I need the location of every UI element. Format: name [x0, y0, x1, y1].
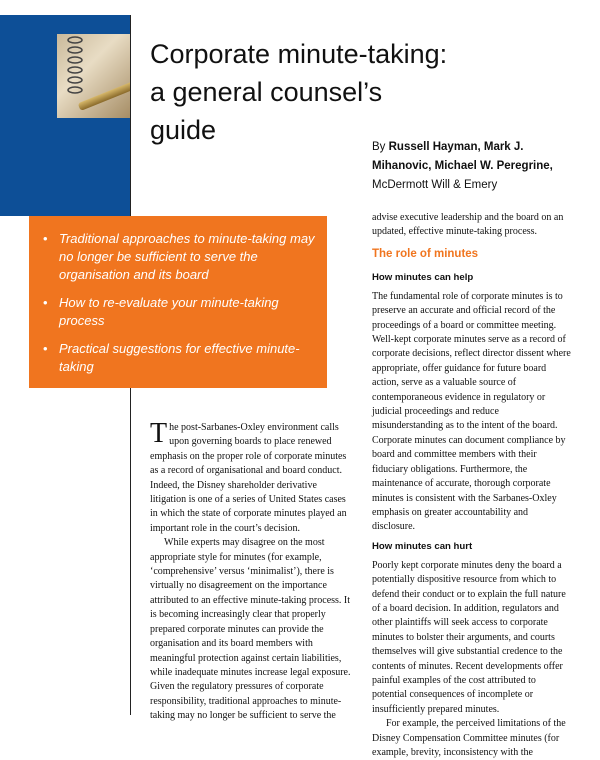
title-line-1: Corporate minute-taking: [150, 39, 448, 69]
highlight-item: • Practical suggestions for effective minute-taking [43, 340, 315, 376]
page-title [150, 35, 490, 149]
byline-firm: McDermott Will & Emery [372, 179, 498, 191]
byline [372, 138, 597, 195]
notebook-pen-photo [57, 34, 131, 118]
pen-icon [78, 81, 131, 111]
title-line-2: a general counsel’s [150, 77, 383, 107]
byline-authors-2: Mihanovic, Michael W. Peregrine, [372, 160, 553, 172]
byline-authors-1: Russell Hayman, Mark J. [388, 141, 524, 153]
highlights-box [29, 216, 327, 388]
right-intro: advise executive leadership and the board on an updated, effective minute-taking process. [372, 212, 564, 238]
left-paragraph-2: While experts may disagree on the most appropriate style for minutes (for example, ‘comprehensive’ versus ‘minimalist’), there is virtually no disagreement on the importance attributed to an effective minute-taking process. It is becoming increasingly clear that properly prepared corporate minutes can provide the organisation and its board members with meaningful protection against certain liabilities, while inadequate minutes increase legal exposure. Given the regulatory pressures of corporate responsibility, traditional approaches to minute-taking may no longer be sufficient to serve the [150, 537, 351, 722]
drop-cap: T [150, 418, 168, 449]
highlight-item: • Traditional approaches to minute-taking may no longer be sufficient to serve the organisation and its board [43, 230, 315, 284]
subheading-help: How minutes can help [372, 271, 474, 283]
highlight-item: • How to re-evaluate your minute-taking process [43, 294, 315, 330]
left-paragraph-1: he post-Sarbanes-Oxley environment calls upon governing boards to place renewed emphasis on the proper role of corporate minutes as a record of organisational and board conduct. Indeed, the Disney shareholder derivative litigation is one of a series of United States cases in which the state of corporate minutes played an important role in the court’s decision. [150, 422, 347, 534]
right-paragraph-1: The fundamental role of corporate minutes is to preserve an accurate and official record of the proceedings of a board or committee meeting. Well-kept corporate minutes serve as a record of corporate decisions, reflect director dissent where appropriate, offer guidance for future board action, serve as a valuable source of contemporaneous evidence in regulatory or judicial proceedings and reduce misunderstanding as to the intent of the board. Corporate minutes can document compliance by board and committee members with their fiduciary obligations. Furthermore, the maintenance of accurate, thorough corporate minutes is consistent with the Sarbanes-Oxley emphasis on greater accountability and disclosure. [372, 290, 571, 533]
right-column [372, 211, 572, 760]
left-column [150, 418, 355, 724]
section-heading: The role of minutes [372, 247, 479, 260]
title-line-3: guide [150, 115, 217, 145]
byline-prefix: By [372, 141, 389, 153]
subheading-hurt: How minutes can hurt [372, 540, 473, 552]
right-paragraph-3: For example, the perceived limitations of the Disney Compensation Committee minutes (for example, brevity, inconsistency with the [372, 718, 566, 758]
right-paragraph-2: Poorly kept corporate minutes deny the board a potentially dispositive resource from which to defend their conduct or to explain the full nature of a board decision. In addition, regulators and other plaintiffs will seek access to corporate minutes to bolster their arguments, and courts themselves will give substantial credence to the contents of minutes. Recent developments offer painful examples of the cost attributed to potential consequences of incomplete or insufficiently prepared minutes. [372, 559, 566, 715]
